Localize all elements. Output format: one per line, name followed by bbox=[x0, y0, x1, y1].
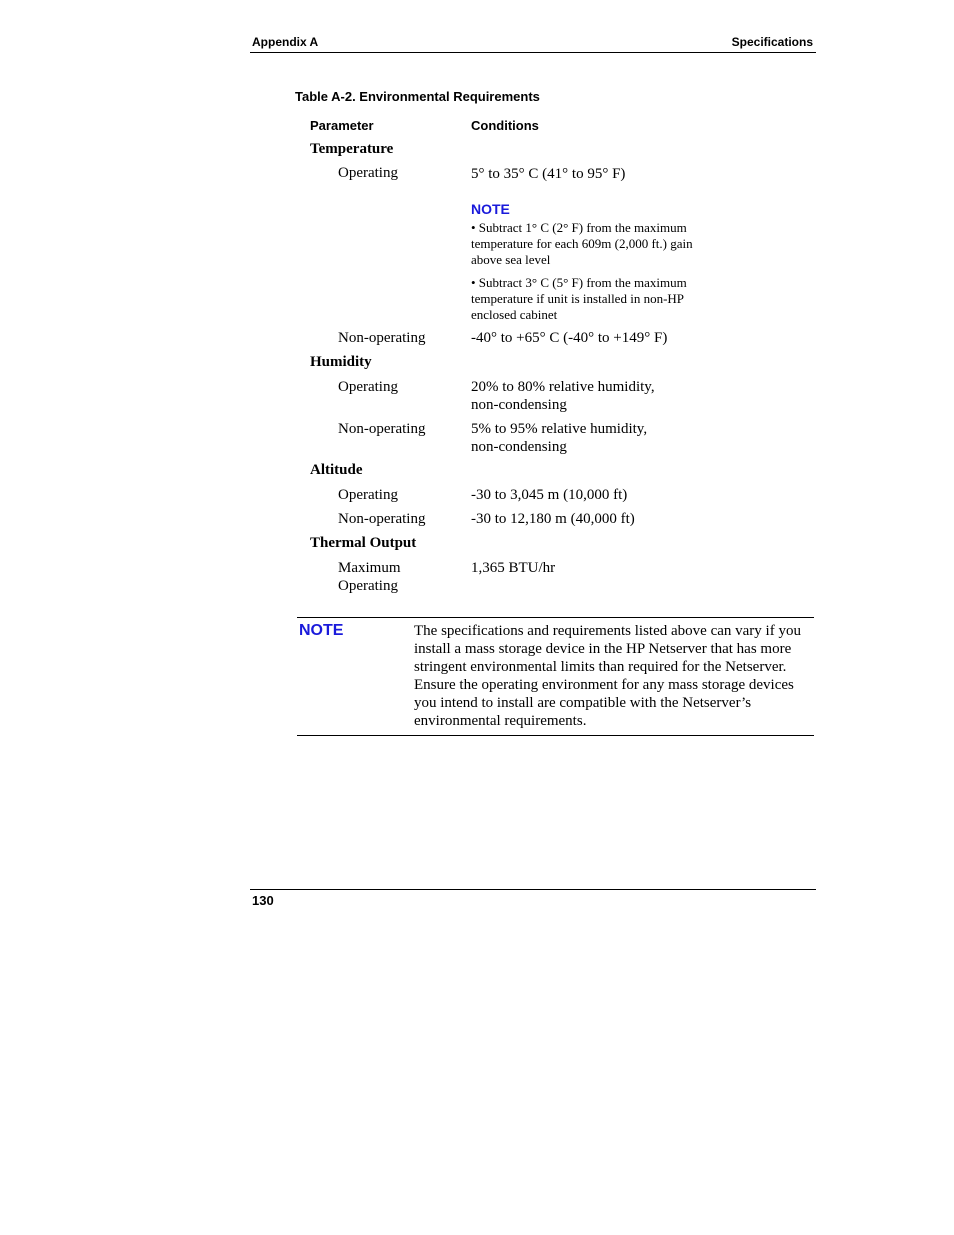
cond-humidity-operating: 20% to 80% relative humidity, non-condensing bbox=[471, 379, 655, 413]
header-rule bbox=[250, 52, 816, 53]
note-top-rule bbox=[297, 617, 814, 618]
header-right: Specifications bbox=[731, 35, 813, 49]
column-header-parameter: Parameter bbox=[310, 118, 374, 133]
param-temperature-nonoperating: Non-operating bbox=[338, 330, 426, 346]
cond-temperature-nonoperating: -40° to +65° C (-40° to +149° F) bbox=[471, 330, 668, 346]
group-title-altitude: Altitude bbox=[310, 462, 363, 478]
note-label: NOTE bbox=[299, 622, 344, 639]
group-title-temperature: Temperature bbox=[310, 141, 394, 157]
note-bottom-rule bbox=[297, 735, 814, 736]
cond-altitude-operating: -30 to 3,045 m (10,000 ft) bbox=[471, 487, 628, 503]
cond-humidity-nonoperating: 5% to 95% relative humidity, non-condensing bbox=[471, 421, 648, 455]
column-header-conditions: Conditions bbox=[471, 118, 539, 133]
param-altitude-operating: Operating bbox=[338, 487, 398, 503]
note-text: The specifications and requirements listed above can vary if you install a mass storage device in the HP Netserver that has more stringent environmental limits than required for the Netserver. Ensure the operating environment for any mass storage devices you intend to install are compatible with the Netserver’s environmental requirements. bbox=[414, 623, 801, 729]
param-altitude-nonoperating: Non-operating bbox=[338, 511, 426, 527]
temperature-note-bullet-2: • Subtract 3° C (5° F) from the maximum temperature if unit is installed in non-HP enclosed cabinet bbox=[471, 275, 687, 322]
table-caption: Table A-2. Environmental Requirements bbox=[295, 89, 540, 104]
header-left: Appendix A bbox=[252, 35, 319, 49]
group-title-humidity: Humidity bbox=[310, 354, 372, 370]
cond-temperature-operating: 5° to 35° C (41° to 95° F) bbox=[471, 166, 626, 182]
cond-altitude-nonoperating: -30 to 12,180 m (40,000 ft) bbox=[471, 511, 635, 527]
cond-thermal-maximum-operating: 1,365 BTU/hr bbox=[471, 560, 556, 576]
temperature-note-label: NOTE bbox=[471, 201, 510, 217]
param-thermal-maximum-operating: Maximum Operating bbox=[338, 560, 401, 594]
footer-rule bbox=[250, 889, 816, 890]
temperature-note-bullet-1: • Subtract 1° C (2° F) from the maximum temperature for each 609m (2,000 ft.) gain above sea level bbox=[471, 220, 693, 267]
param-humidity-nonoperating: Non-operating bbox=[338, 421, 426, 437]
param-temperature-operating: Operating bbox=[338, 165, 398, 181]
param-humidity-operating: Operating bbox=[338, 379, 398, 395]
group-title-thermal-output: Thermal Output bbox=[310, 535, 417, 551]
page-number: 130 bbox=[252, 893, 274, 908]
